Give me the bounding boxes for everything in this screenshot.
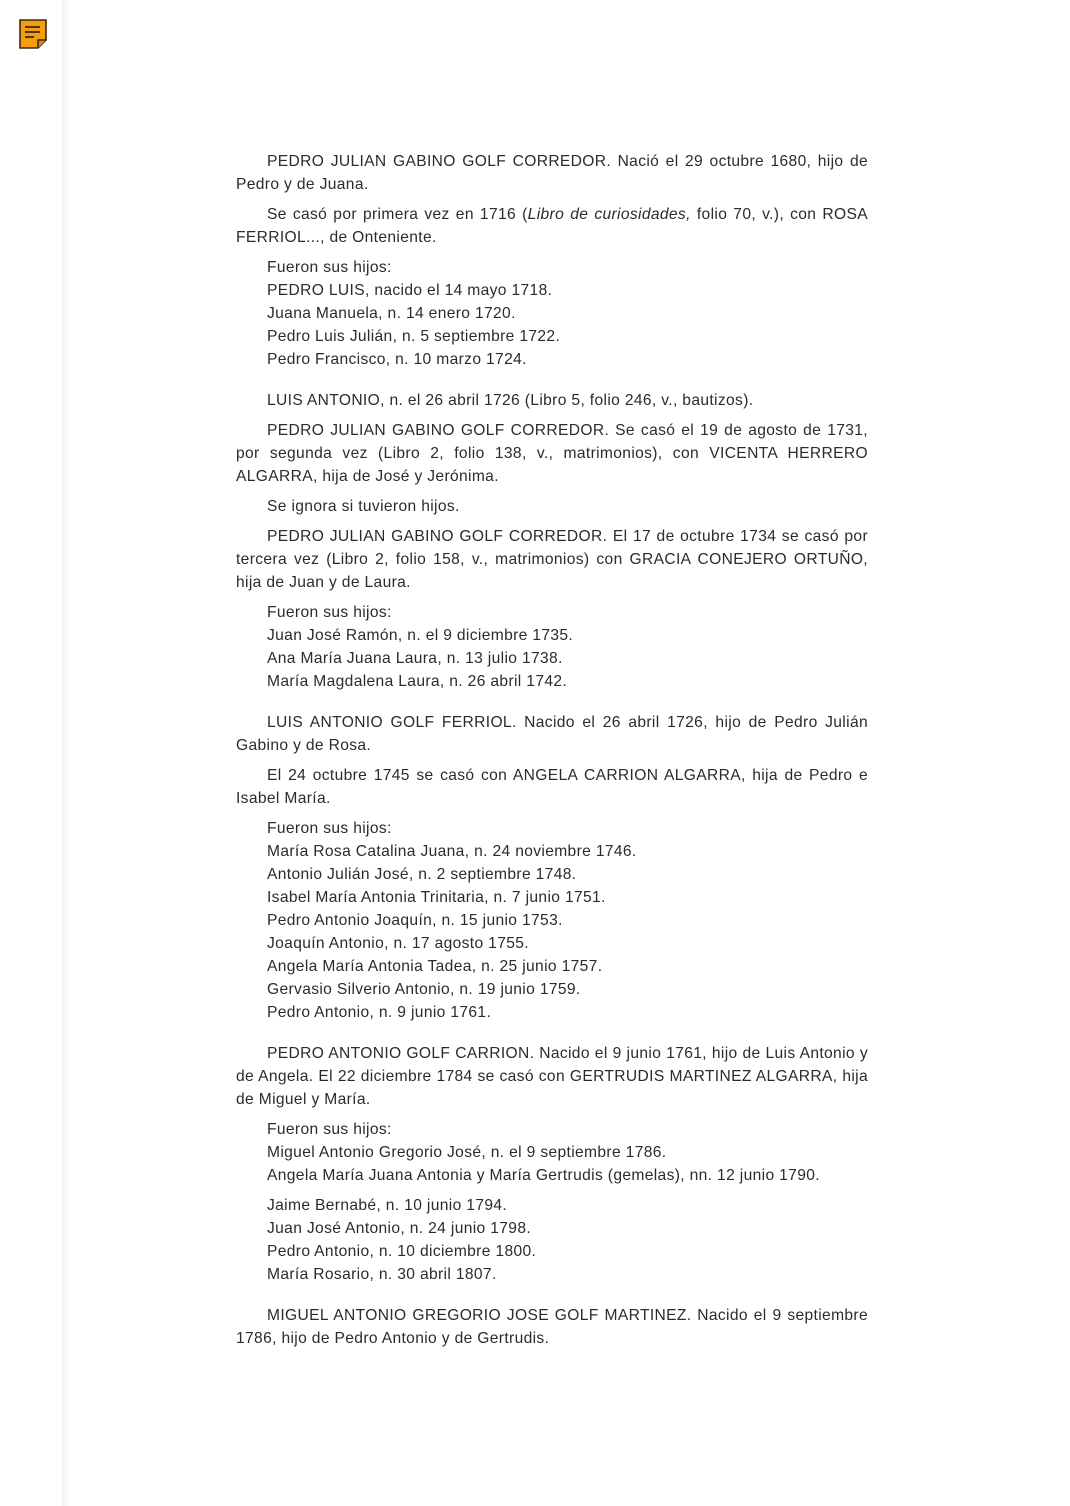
list-item: María Magdalena Laura, n. 26 abril 1742. xyxy=(267,673,568,690)
paragraph-text: folio 70, v.), con ROSA FERRIOL..., de Onteniente. xyxy=(236,206,869,246)
list-item: María Rosa Catalina Juana, n. 24 noviembre 1746. xyxy=(267,843,637,860)
paragraph: LUIS ANTONIO, n. el 26 abril 1726 (Libro 5, folio 246, v., bautizos). xyxy=(267,392,754,409)
children-list xyxy=(236,1194,868,1286)
children-list xyxy=(236,817,868,1024)
children-heading: Fueron sus hijos: xyxy=(267,820,392,837)
list-item: Juana Manuela, n. 14 enero 1720. xyxy=(267,305,516,322)
children-heading: Fueron sus hijos: xyxy=(267,259,392,276)
paragraph: Se ignora si tuvieron hijos. xyxy=(267,498,460,515)
children-heading: Fueron sus hijos: xyxy=(267,1121,392,1138)
paragraph: PEDRO JULIAN GABINO GOLF CORREDOR. Se casó el 19 de agosto de 1731, por segunda vez (Libro 2, folio 138, v., matrimonios), con VICENTA HERRERO ALGARRA, hija de José y Jerónima. xyxy=(236,422,868,485)
paragraph: El 24 octubre 1745 se casó con ANGELA CARRION ALGARRA, hija de Pedro e Isabel María. xyxy=(236,767,868,807)
list-item: Gervasio Silverio Antonio, n. 19 junio 1759. xyxy=(267,981,581,998)
page-edge-shadow xyxy=(62,0,70,1506)
list-item: Isabel María Antonia Trinitaria, n. 7 junio 1751. xyxy=(267,889,606,906)
list-item: Pedro Antonio, n. 10 diciembre 1800. xyxy=(267,1243,537,1260)
list-item: Pedro Antonio Joaquín, n. 15 junio 1753. xyxy=(267,912,563,929)
document-body xyxy=(236,150,868,1350)
list-item: Angela María Antonia Tadea, n. 25 junio 1757. xyxy=(267,958,603,975)
paragraph xyxy=(236,203,868,249)
book-title: Libro de curiosidades, xyxy=(527,206,691,223)
list-item: María Rosario, n. 30 abril 1807. xyxy=(267,1266,497,1283)
list-item: Pedro Luis Julián, n. 5 septiembre 1722. xyxy=(267,328,561,345)
list-item: Juan José Ramón, n. el 9 diciembre 1735. xyxy=(267,627,574,644)
list-item: Jaime Bernabé, n. 10 junio 1794. xyxy=(267,1197,508,1214)
list-item: Joaquín Antonio, n. 17 agosto 1755. xyxy=(267,935,529,952)
children-list xyxy=(236,601,868,693)
paragraph: PEDRO JULIAN GABINO GOLF CORREDOR. El 17 de octubre 1734 se casó por tercera vez (Libro 2, folio 158, v., matrimonios) con GRACIA CONEJERO ORTUÑO, hija de Juan y de Laura. xyxy=(236,528,868,591)
list-item-wrapped: Angela María Juana Antonia y María Gertrudis (gemelas), nn. 12 junio 1790. xyxy=(267,1167,820,1184)
list-item: Antonio Julián José, n. 2 septiembre 1748. xyxy=(267,866,577,883)
sticky-note-icon[interactable] xyxy=(18,18,48,50)
paragraph: LUIS ANTONIO GOLF FERRIOL. Nacido el 26 abril 1726, hijo de Pedro Julián Gabino y de Rosa. xyxy=(236,714,868,754)
paragraph: MIGUEL ANTONIO GREGORIO JOSE GOLF MARTINEZ. Nacido el 9 septiembre 1786, hijo de Pedro Antonio y de Gertrudis. xyxy=(236,1307,868,1347)
list-item: Miguel Antonio Gregorio José, n. el 9 septiembre 1786. xyxy=(267,1144,667,1161)
children-list xyxy=(236,1118,868,1164)
paragraph-text: Se casó por primera vez en 1716 ( xyxy=(267,206,528,223)
list-item: PEDRO LUIS, nacido el 14 mayo 1718. xyxy=(267,282,553,299)
list-item: Pedro Francisco, n. 10 marzo 1724. xyxy=(267,351,527,368)
paragraph: PEDRO JULIAN GABINO GOLF CORREDOR. Nació el 29 octubre 1680, hijo de Pedro y de Juana. xyxy=(236,153,868,193)
children-list xyxy=(236,256,868,371)
list-item: Pedro Antonio, n. 9 junio 1761. xyxy=(267,1004,492,1021)
children-heading: Fueron sus hijos: xyxy=(267,604,392,621)
list-item: Ana María Juana Laura, n. 13 julio 1738. xyxy=(267,650,563,667)
paragraph: PEDRO ANTONIO GOLF CARRION. Nacido el 9 junio 1761, hijo de Luis Antonio y de Angela. El 22 diciembre 1784 se casó con GERTRUDIS MARTINEZ ALGARRA, hija de Miguel y María. xyxy=(236,1045,868,1108)
list-item: Juan José Antonio, n. 24 junio 1798. xyxy=(267,1220,532,1237)
